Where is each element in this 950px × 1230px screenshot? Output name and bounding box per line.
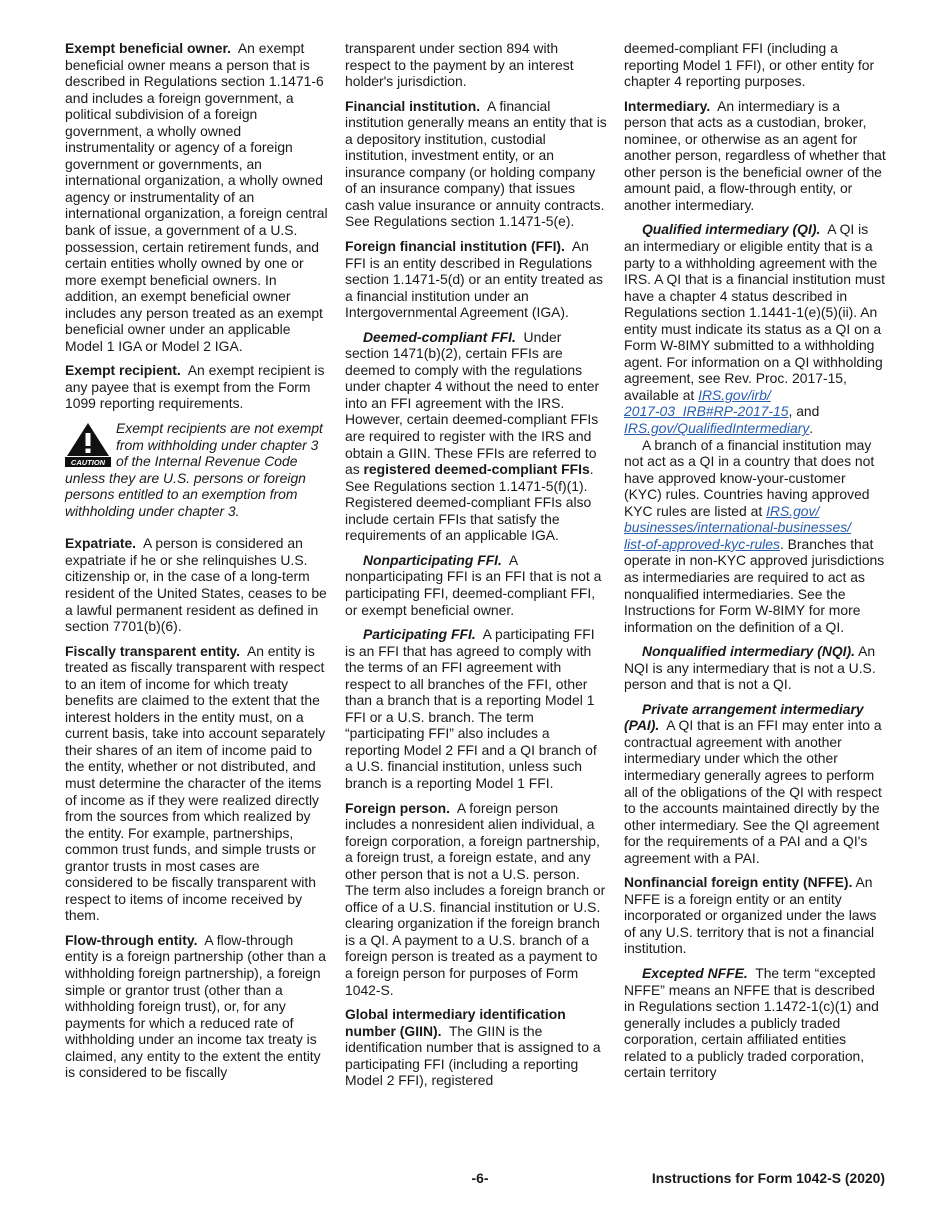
term: Fiscally transparent entity. (65, 642, 240, 659)
qi-branch-paragraph (624, 437, 886, 636)
text: An FFI is an entity described in Regulations section 1.1471-5(d) or an entity treated as a financial institution under an Intergovernmental Agreement (IGA). (345, 238, 603, 321)
term: Deemed-compliant FFI. (363, 328, 516, 345)
bold-term: registered deemed-compliant FFIs (363, 461, 590, 478)
term: Nonfinancial foreign entity (NFFE). (624, 874, 853, 891)
text: The GIIN is the identification number that is assigned to a participating FFI (including a reporting Model 2 FFI), registered (345, 1022, 601, 1089)
intermediary-paragraph (624, 98, 886, 214)
qi-paragraph (624, 221, 886, 436)
nffe-paragraph (624, 874, 886, 957)
text: An NQI is any intermediary that is not a U.S. person and that is not a QI. (624, 643, 876, 693)
term: Foreign person. (345, 799, 450, 816)
column-3 (624, 40, 886, 1081)
deemed-compliant-paragraph (345, 329, 607, 544)
term: Nonparticipating FFI. (363, 551, 502, 568)
term: Flow-through entity. (65, 931, 198, 948)
text-end: . Branches that operate in non-KYC approved jurisdictions as intermediaries are required to act as nonqualified intermediaries. See the Instructions for Form W-8IMY for more information on the definition of a QI. (624, 535, 885, 635)
term: Participating FFI. (363, 626, 476, 643)
term: Private arrangement intermediary (PAI). (624, 700, 864, 734)
caution-text: Exempt recipients are not exempt from withholding under chapter 3 of the Internal Revenue Code unless they are U.S. persons or foreign persons entitled to an exemption from withholding under chapter 3. (65, 420, 323, 519)
and-text: , and (788, 403, 820, 420)
text: An entity is treated as fiscally transparent with respect to an item of income for which treaty benefits are claimed to the extent that the interest holders in the entity must, on a current basis, take into account separately their shares of an item of income paid to the entity, whether or not distributed, and must determine the character of the items of income as if they were realized directly from the sources from which realized by the entity. For example, partnerships, common trust funds, and simple trusts or grantor trusts in most cases are considered to be fiscally transparent with respect to items of income received by them. (65, 642, 326, 924)
column-2 (345, 40, 607, 1089)
financial-institution-paragraph (345, 98, 607, 230)
term: Excepted NFFE. (642, 964, 748, 981)
kyc-rules-link[interactable]: IRS.gov/ businesses/international-businesses/ list-of-approved-kyc-rules (624, 502, 852, 552)
term: Financial institution. (345, 97, 481, 114)
term: Exempt beneficial owner. (65, 40, 231, 56)
text: A QI that is an FFI may enter into a contractual agreement with another intermediary under which the other intermediary generally agrees to perform all of the obligations of the QI with respect to the accounts maintained directly by the other intermediary. See the QI agreement for the requirements of a PAI and a QI's agreement with a PAI. (624, 717, 882, 866)
text: A nonparticipating FFI is an FFI that is not a participating FFI, deemed-compliant FFI, or exempt beneficial owner. (345, 551, 602, 618)
text: A participating FFI is an FFI that has agreed to comply with the terms of an FFI agreement with respect to all branches of the FFI, other than a branch that is a reporting Model 1 FFI or a U.S. branch. The term “participating FFI” also includes a reporting Model 2 FFI and a QI branch of a U.S. financial institution, unless such branch is a reporting Model 1 FFI. (345, 626, 597, 791)
nqi-paragraph (624, 643, 886, 693)
giin-continued: deemed-compliant FFI (including a reporting Model 1 FFI), or other entity for chapter 4 reporting purposes. (624, 40, 875, 90)
text: Under section 1471(b)(2), certain FFIs are deemed to comply with the regulations under chapter 4 without the need to enter into an FFI agreement with the IRS. However, certain deemed-compliant FFIs are required to register with the IRS and obtain a GIIN. These FFIs are referred to as (345, 328, 600, 478)
nonparticipating-paragraph (345, 552, 607, 618)
expatriate-paragraph (65, 535, 329, 634)
text: A QI is an intermediary or eligible entity that is a party to a withholding agreement with the IRS. A QI that is a financial institution must have a chapter 4 status described in Regulations section 1.1441-1(e)(5)(ii). An entity must indicate its status as a QI on a Form W-8IMY submitted to a withholding agent. For information on a QI withholding agreement, see Rev. Proc. 2017-15, available at (624, 221, 885, 403)
text: A person is considered an expatriate if he or she relinquishes U.S. citizenship or, in the case of a long-term resident of the United States, ceases to be a lawful permanent resident as defined in section 7701(b)(6). (65, 535, 327, 635)
term: Intermediary. (624, 97, 711, 114)
term: Nonqualified intermediary (NQI). (642, 643, 856, 660)
caution-note (65, 420, 329, 519)
term: Foreign financial institution (FFI). (345, 238, 565, 255)
fiscally-transparent-paragraph (65, 643, 329, 924)
pai-paragraph (624, 701, 886, 866)
exempt-recipient-paragraph (65, 362, 329, 412)
giin-paragraph (345, 1006, 607, 1089)
text: A branch of a financial institution may not act as a QI in a country that does not have approved know-your-customer (KYC) rules. Countries having approved KYC rules are listed at (624, 436, 875, 519)
text: A financial institution generally means an entity that is a depository institution, custodial institution, investment entity, or an insurance company (or holding company of an insurance company) that issues cash value insurance or annuity contracts. See Regulations section 1.1471-5(e). (345, 97, 607, 230)
term: Global intermediary identification number (GIIN). (345, 1006, 566, 1039)
flow-through-paragraph (65, 932, 329, 1081)
term: Exempt recipient. (65, 362, 181, 379)
term: Qualified intermediary (QI). (642, 221, 821, 238)
period: . (809, 420, 814, 437)
text: An intermediary is a person that acts as a custodian, broker, nominee, or otherwise as an agent for another person, regardless of whether that other person is the beneficial owner of the amount paid, a flow-through entity, or another intermediary. (624, 97, 886, 213)
term: Expatriate. (65, 535, 137, 552)
qualified-intermediary-link[interactable]: IRS.gov/QualifiedIntermediary (624, 420, 810, 437)
text: A foreign person includes a nonresident alien individual, a foreign corporation, a foreign partnership, a foreign trust, a foreign estate, and any other person that is not a U.S. person. The term also includes a foreign branch or office of a U.S. financial institution or U.S. clearing organization if the foreign branch is a QI. A payment to a U.S. branch of a foreign person is treated as a payment to a foreign person for purposes of Form 1042-S. (345, 799, 606, 998)
text-end: . See Regulations section 1.1471-5(f)(1). Registered deemed-compliant FFIs also include certain FFIs that satisfy the requirements of an applicable IGA. (345, 461, 594, 544)
text: The term “excepted NFFE” means an NFFE that is described in Regulations section 1.1472-1(c)(1) and generally includes a publicly traded corporation, certain affiliated entities related to a publicly traded corporation, certain territory (624, 964, 879, 1081)
text: An exempt beneficial owner means a person that is described in Regulations section 1.1471-6 and includes a foreign government, a political subdivision of a foreign government, a wholly owned instrumentality or agency of a foreign government or governments, an international organization, a wholly owned agency or instrumentality of an international organization, a foreign central bank of issue, a government of a U.S. possession, certain retirement funds, and certain entities wholly owned by one or more exempt beneficial owners. In addition, an exempt beneficial owner includes any person treated as an exempt beneficial owner under an applicable Model 1 IGA or Model 2 IGA. (65, 40, 328, 354)
text: An NFFE is a foreign entity or an entity incorporated or organized under the laws of any U.S. territory that is not a financial institution. (624, 874, 877, 957)
flow-through-continued: transparent under section 894 with respect to the payment by an interest holder's jurisdiction. (345, 40, 574, 90)
participating-paragraph (345, 626, 607, 791)
text: A flow-through entity is a foreign partnership (other than a withholding foreign partnership), a foreign simple or grantor trust (other than a withholding foreign trust), or, for any payments for which a reduced rate of withholding under an income tax treaty is claimed, any entity to the extent the entity is considered to be fiscally (65, 931, 326, 1081)
exempt-beneficial-owner-paragraph (65, 40, 329, 354)
irb-link[interactable]: IRS.gov/irb/ 2017-03_IRB#RP-2017-15 (624, 386, 789, 420)
caution-icon (65, 421, 111, 467)
page-number: -6- (471, 1170, 489, 1186)
column-1 (65, 40, 329, 1081)
ffi-paragraph (345, 238, 607, 321)
foreign-person-paragraph (345, 800, 607, 999)
footer-title: Instructions for Form 1042-S (2020) (651, 1170, 885, 1186)
caution-label: CAUTION (70, 458, 106, 468)
text: An exempt recipient is any payee that is exempt from the Form 1099 reporting requirements. (65, 362, 325, 412)
excepted-nffe-paragraph (624, 965, 886, 1081)
